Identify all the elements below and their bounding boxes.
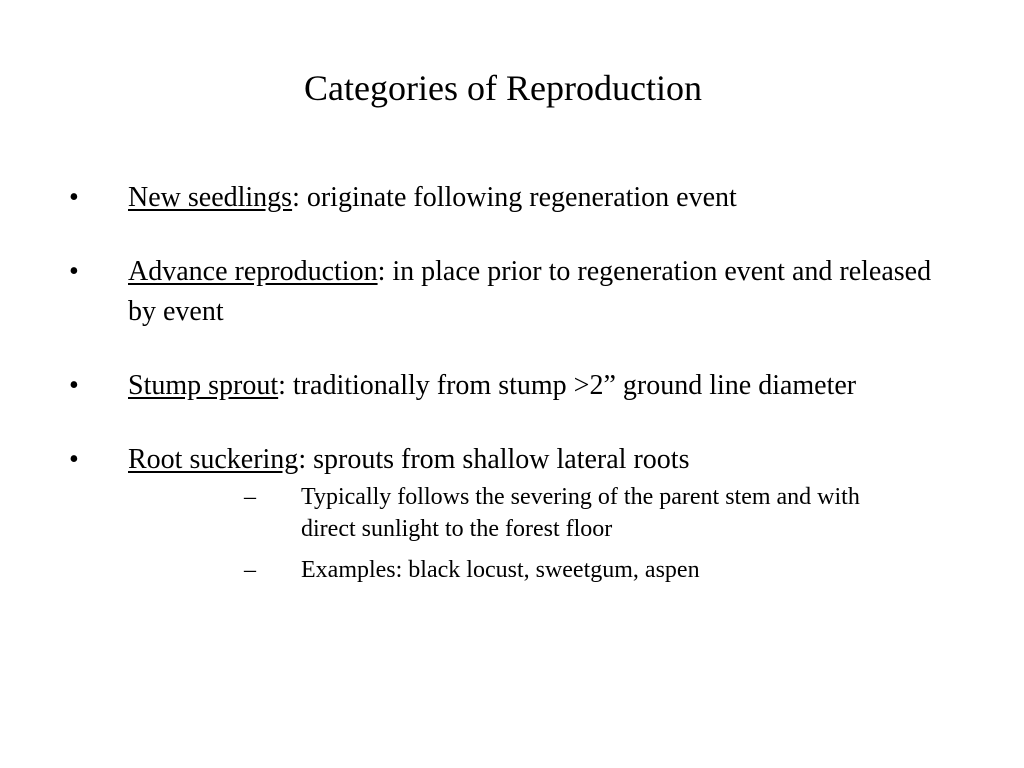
bullet-term: New seedlings xyxy=(128,182,293,213)
sub-bullet-text: Examples: black locust, sweetgum, aspen xyxy=(301,557,700,583)
bullet-item-root-suckering xyxy=(0,440,1024,586)
bullet-term: Stump sprout xyxy=(128,370,279,401)
bullet-marker: • xyxy=(69,444,79,475)
sub-bullet-list xyxy=(128,481,954,586)
bullet-text: : originate following regeneration event xyxy=(292,182,737,213)
bullet-item-stump-sprout xyxy=(0,366,1024,406)
bullet-marker: • xyxy=(69,182,79,213)
bullet-list xyxy=(0,178,1024,595)
bullet-text: : sprouts from shallow lateral roots xyxy=(298,444,690,475)
slide-title: Categories of Reproduction xyxy=(304,68,702,108)
bullet-marker: • xyxy=(69,256,79,287)
bullet-marker: • xyxy=(69,370,79,401)
bullet-text: : in place prior to regeneration event and released by event xyxy=(128,256,932,327)
bullet-item-advance-reproduction xyxy=(0,252,1024,332)
bullet-item-new-seedlings xyxy=(0,178,1024,218)
bullet-term: Advance reproduction xyxy=(128,256,378,287)
sub-bullet-item xyxy=(128,481,954,545)
sub-bullet-text: Typically follows the severing of the parent stem and with direct sunlight to the forest floor xyxy=(301,484,860,542)
sub-bullet-marker: – xyxy=(244,484,256,510)
sub-bullet-marker: – xyxy=(244,557,256,583)
bullet-text: : traditionally from stump >2” ground line diameter xyxy=(278,370,857,401)
bullet-term: Root suckering xyxy=(128,444,299,475)
sub-bullet-item xyxy=(128,554,954,586)
